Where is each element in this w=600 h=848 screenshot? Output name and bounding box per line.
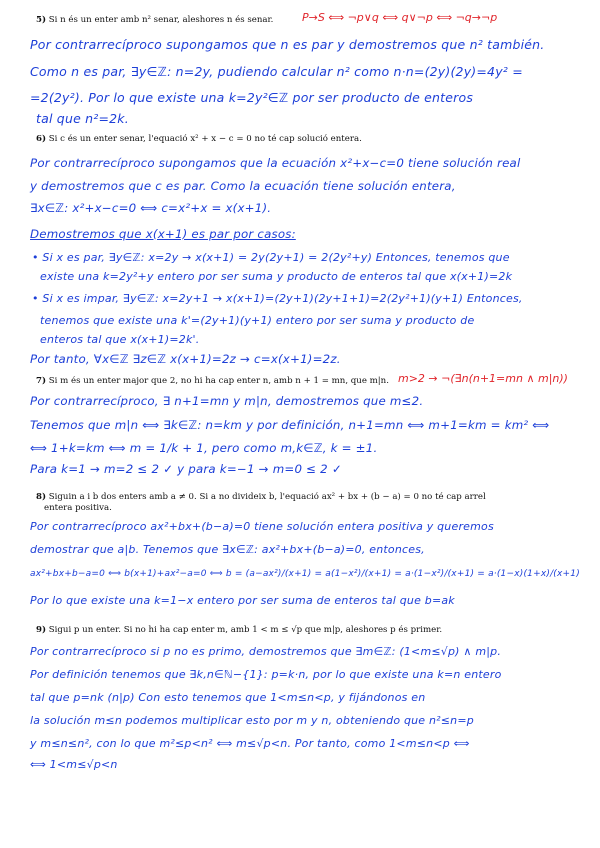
- problem-5-line-2: Como n es par, ∃y∈ℤ: n=2y, pudiendo calcular n² como n·n=(2y)(2y)=4y² =: [30, 64, 523, 79]
- problem-5-number: 5): [36, 15, 47, 25]
- problem-7-statement: [36, 376, 389, 387]
- problem-7-text: Si m és un enter major que 2, no hi ha cap enter n, amb n + 1 = mn, que m|n.: [48, 376, 389, 386]
- problem-9-line-1: Por contrarrecíproco si p no es primo, demostremos que ∃m∈ℤ: (1<m≤√p) ∧ m|p.: [30, 645, 502, 658]
- problem-7-red-note: m>2 → ¬(∃n(n+1=mn ∧ m|n)): [398, 372, 568, 385]
- problem-6-line-7: • Si x es impar, ∃y∈ℤ: x=2y+1 → x(x+1)=(2y+1)(2y+1+1)=2(2y²+1)(y+1) Entonces,: [32, 292, 523, 305]
- problem-5-text: Si n és un enter amb n² senar, aleshores n és senar.: [48, 15, 274, 25]
- problem-6-line-5: • Si x es par, ∃y∈ℤ: x=2y → x(x+1) = 2y(2y+1) = 2(2y²+y) Entonces, tenemos que: [32, 251, 510, 264]
- problem-8-number: 8): [36, 492, 47, 502]
- problem-9-number: 9): [36, 625, 47, 635]
- problem-8-text-1: Siguin a i b dos enters amb a ≠ 0. Si a no divideix b, l'equació ax² + bx + (b − a) = 0 no té cap arrel: [48, 492, 486, 502]
- problem-9-line-3: tal que p=nk (n|p) Con esto tenemos que 1<m≤n<p, y fijándonos en: [30, 691, 426, 704]
- problem-9-line-5: y m≤n≤n², con lo que m²≤p<n² ⟺ m≤√p<n. Por tanto, como 1<m≤n<p ⟺: [30, 737, 470, 750]
- problem-9-line-4: la solución m≤n podemos multiplicar esto por m y n, obteniendo que n²≤n=p: [30, 714, 474, 727]
- problem-9-line-2: Por definición tenemos que ∃k,n∈ℕ−{1}: p=k·n, por lo que existe una k=n entero: [30, 668, 502, 681]
- problem-5-statement: [36, 15, 273, 26]
- problem-6-statement: [36, 134, 362, 145]
- problem-5-line-3: =2(2y²). Por lo que existe una k=2y²∈ℤ por ser producto de enteros: [30, 90, 474, 105]
- problem-8-line-2: demostrar que a|b. Tenemos que ∃x∈ℤ: ax²+bx+(b−a)=0, entonces,: [30, 543, 425, 556]
- problem-6-line-8: tenemos que existe una k'=(2y+1)(y+1) entero por ser suma y producto de: [40, 314, 475, 327]
- problem-5-red-note: P→S ⟺ ¬p∨q ⟺ q∨¬p ⟺ ¬q→¬p: [302, 11, 498, 24]
- problem-7-line-4: Para k=1 → m=2 ≤ 2 ✓ y para k=−1 → m=0 ≤ 2 ✓: [30, 462, 342, 476]
- problem-6-line-9: enteros tal que x(x+1)=2k'.: [40, 333, 200, 346]
- problem-8-statement-1: [36, 492, 486, 503]
- problem-6-line-2: y demostremos que c es par. Como la ecuación tiene solución entera,: [30, 179, 456, 193]
- problem-6-number: 6): [36, 134, 47, 144]
- problem-7-line-1: Por contrarrecíproco, ∃ n+1=mn y m|n, demostremos que m≤2.: [30, 394, 424, 408]
- problem-5-line-4: tal que n²=2k.: [36, 111, 129, 126]
- problem-8-line-1: Por contrarrecíproco ax²+bx+(b−a)=0 tiene solución entera positiva y queremos: [30, 520, 494, 533]
- problem-9-text: Sigui p un enter. Si no hi ha cap enter m, amb 1 < m ≤ √p que m|p, aleshores p és primer.: [48, 625, 443, 635]
- problem-8-line-3: ax²+bx+b−a=0 ⟺ b(x+1)+ax²−a=0 ⟺ b = (a−ax²)/(x+1) = a(1−x²)/(x+1) = a·(1−x²)/(x+1) = a·(1−x)(1+x)/(x+1): [30, 569, 580, 579]
- problem-7-line-3: ⟺ 1+k=km ⟺ m = 1/k + 1, pero como m,k∈ℤ, k = ±1.: [30, 441, 378, 455]
- problem-6-line-10: Por tanto, ∀x∈ℤ ∃z∈ℤ x(x+1)=2z → c=x(x+1)=2z.: [30, 352, 341, 366]
- problem-9-statement: [36, 625, 442, 636]
- problem-6-line-6: existe una k=2y²+y entero por ser suma y producto de enteros tal que x(x+1)=2k: [40, 270, 513, 283]
- problem-5-line-1: Por contrarrecíproco supongamos que n es par y demostremos que n² también.: [30, 37, 545, 52]
- problem-6-line-1: Por contrarrecíproco supongamos que la ecuación x²+x−c=0 tiene solución real: [30, 156, 521, 170]
- problem-6-line-3: ∃x∈ℤ: x²+x−c=0 ⟺ c=x²+x = x(x+1).: [30, 201, 272, 215]
- problem-6-line-4: Demostremos que x(x+1) es par por casos:: [30, 227, 296, 241]
- problem-9-line-6: ⟺ 1<m≤√p<n: [30, 758, 118, 771]
- problem-8-statement-2: entera positiva.: [44, 503, 112, 513]
- problem-7-line-2: Tenemos que m|n ⟺ ∃k∈ℤ: n=km y por definición, n+1=mn ⟺ m+1=km = km² ⟺: [30, 418, 550, 432]
- problem-8-line-4: Por lo que existe una k=1−x entero por ser suma de enteros tal que b=ak: [30, 594, 455, 607]
- problem-7-number: 7): [36, 376, 47, 386]
- problem-6-text: Si c és un enter senar, l'equació x² + x − c = 0 no té cap solució entera.: [48, 134, 362, 144]
